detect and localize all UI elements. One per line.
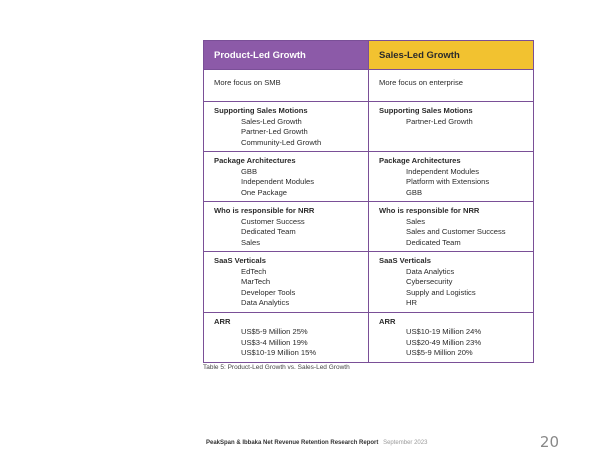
section-cell-left xyxy=(204,102,369,152)
section-title: Package Architectures xyxy=(214,156,296,165)
section-item: Data Analytics xyxy=(241,298,290,307)
page-footer xyxy=(206,440,427,446)
section-item: Sales xyxy=(241,237,260,247)
section-item: Independent Modules xyxy=(406,166,480,176)
section-cell-right xyxy=(369,152,534,202)
focus-right: More focus on enterprise xyxy=(369,70,534,102)
section-title: SaaS Verticals xyxy=(379,256,431,265)
section-cell-right xyxy=(369,252,534,313)
section-item: MarTech xyxy=(241,277,271,286)
section-item: Dedicated Team xyxy=(406,237,461,247)
table-header-row xyxy=(204,41,534,70)
section-cell-left xyxy=(204,152,369,202)
section-cell-right xyxy=(369,202,534,252)
section-item: Partner-Led Growth xyxy=(241,127,308,136)
section-title: Who is responsible for NRR xyxy=(214,206,315,215)
section-item: Customer Success xyxy=(241,216,305,226)
section-item: One Package xyxy=(241,187,288,197)
section-row xyxy=(204,312,534,362)
section-title: Who is responsible for NRR xyxy=(379,206,480,215)
section-item: Data Analytics xyxy=(406,266,455,276)
section-item: Sales xyxy=(406,216,425,226)
table-caption: Table 5: Product-Led Growth vs. Sales-Led Growth xyxy=(203,364,350,371)
section-item: US$20-49 Million 23% xyxy=(406,337,482,347)
section-cell-left xyxy=(204,252,369,313)
section-title: ARR xyxy=(214,316,231,326)
section-item: US$10-19 Million 15% xyxy=(241,348,317,357)
section-item: Platform with Extensions xyxy=(406,177,490,186)
footer-date: September 2023 xyxy=(383,440,428,446)
section-item: HR xyxy=(406,298,417,307)
section-item: US$5-9 Million 20% xyxy=(406,348,473,357)
section-row xyxy=(204,152,534,202)
focus-left: More focus on SMB xyxy=(204,70,369,102)
section-title: Supporting Sales Motions xyxy=(379,106,473,115)
section-item: GBB xyxy=(241,166,258,176)
focus-row xyxy=(204,70,534,102)
section-row xyxy=(204,252,534,313)
section-cell-left xyxy=(204,202,369,252)
section-row xyxy=(204,202,534,252)
comparison-table xyxy=(203,40,534,363)
section-cell-left xyxy=(204,312,369,362)
section-item: Supply and Logistics xyxy=(406,287,476,297)
section-cell-right xyxy=(369,312,534,362)
section-item: Developer Tools xyxy=(241,287,296,297)
header-product-led-growth: Product-Led Growth xyxy=(204,41,369,70)
section-item: Sales-Led Growth xyxy=(241,116,302,126)
section-item: Community-Led Growth xyxy=(241,137,322,147)
section-title: ARR xyxy=(379,316,396,326)
section-item: GBB xyxy=(406,187,423,197)
section-item: Sales and Customer Success xyxy=(406,227,506,236)
page-number: 20 xyxy=(539,433,559,451)
section-item: US$3-4 Million 19% xyxy=(241,337,308,347)
section-item: Cybersecurity xyxy=(406,277,453,286)
footer-report-title: PeakSpan & Ibbaka Net Revenue Retention Research Report xyxy=(206,440,379,446)
section-item: Independent Modules xyxy=(241,177,315,186)
section-item: Dedicated Team xyxy=(241,227,296,236)
section-row xyxy=(204,102,534,152)
section-title: Package Architectures xyxy=(379,156,461,165)
section-title: Supporting Sales Motions xyxy=(214,106,308,115)
section-item: EdTech xyxy=(241,266,267,276)
section-item: US$10-19 Million 24% xyxy=(406,327,482,336)
section-item: US$5-9 Million 25% xyxy=(241,327,308,336)
header-sales-led-growth: Sales-Led Growth xyxy=(369,41,534,70)
section-cell-right xyxy=(369,102,534,152)
section-title: SaaS Verticals xyxy=(214,256,266,265)
section-item: Partner-Led Growth xyxy=(406,116,473,126)
